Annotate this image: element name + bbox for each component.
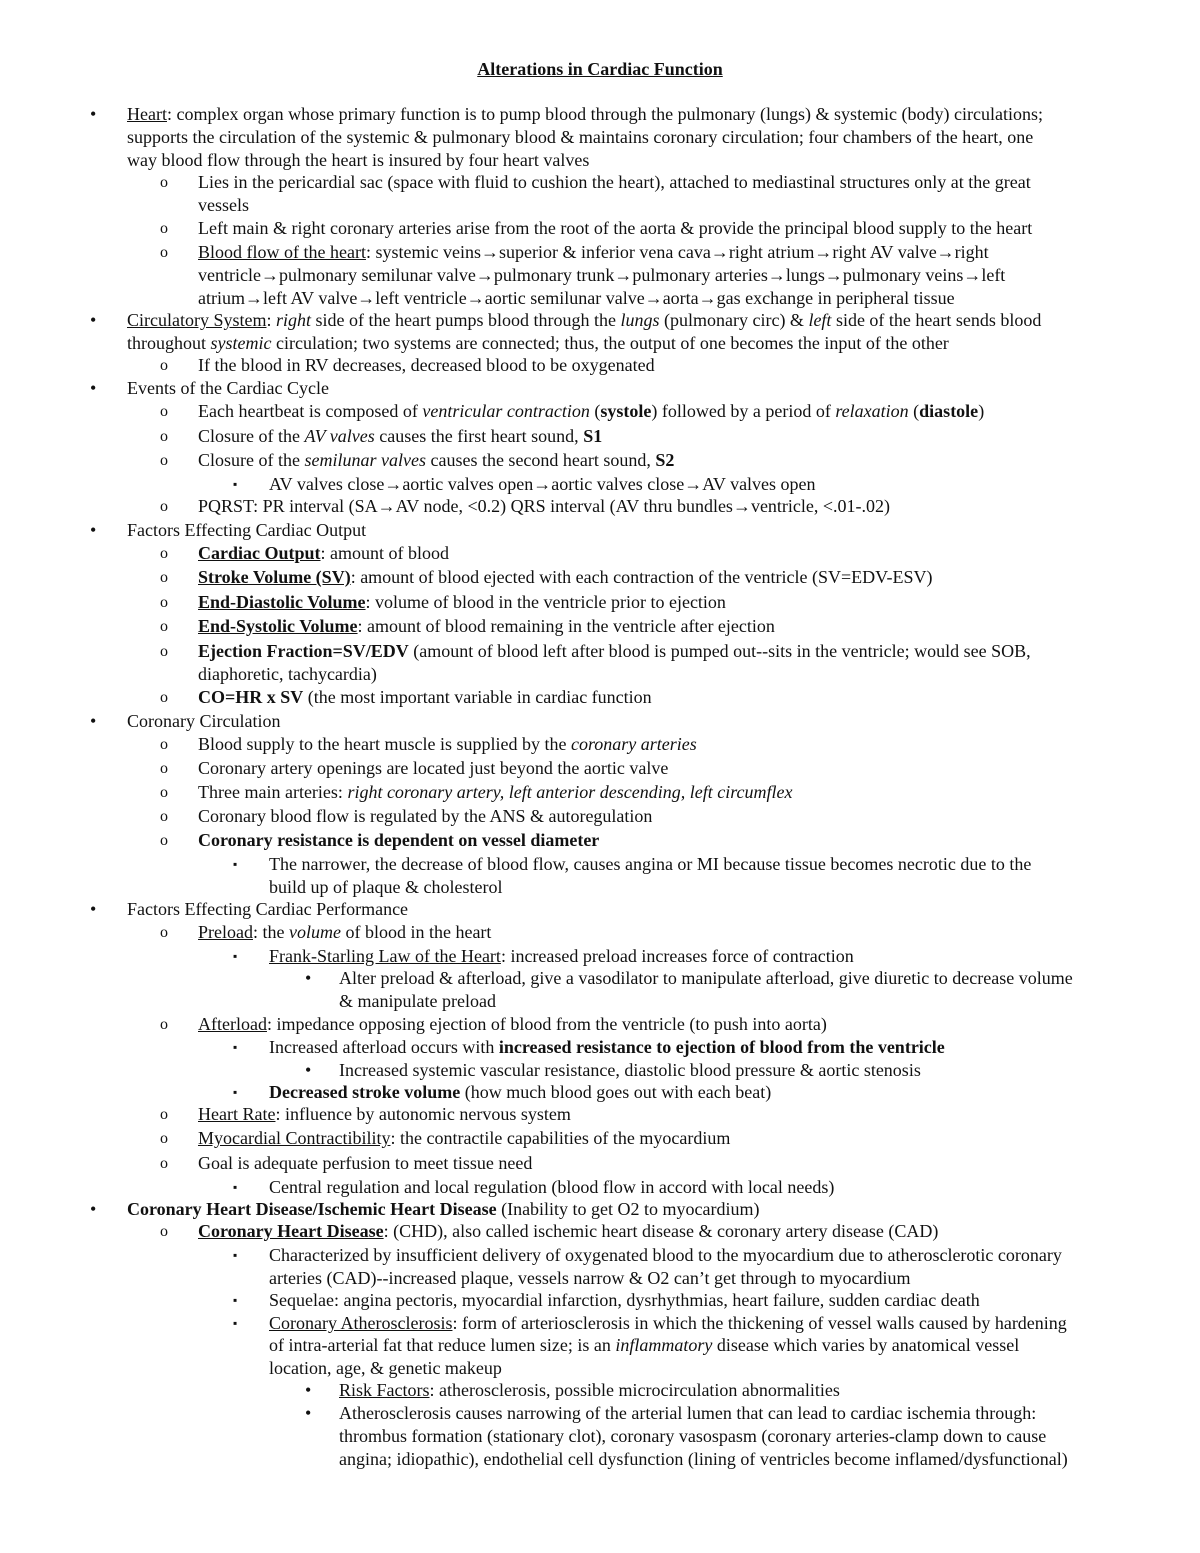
circle-bullet-icon: o (160, 594, 168, 611)
text-run: : complex organ whose primary function is to pump blood through the pulmonary (lungs) & systemic (body) circulations; (166, 104, 1044, 124)
circle-bullet-icon: o (160, 643, 168, 660)
outline-line (127, 1198, 760, 1221)
outline-line (198, 663, 377, 686)
text-run: Coronary artery openings are located just beyond the aortic valve (198, 758, 669, 778)
text-run: Frank-Starling Law of the Heart (269, 946, 501, 966)
text-run: diaphoretic, tachycardia) (198, 664, 377, 684)
text-run: causes the second heart sound, (425, 450, 656, 470)
text-run: Left main & right coronary arteries arise from the root of the aorta & provide the principal blood supply to the heart (198, 218, 1033, 238)
circle-bullet-icon: o (160, 832, 168, 849)
text-run: lungs (620, 310, 660, 330)
text-run: Alter preload & afterload, give a vasodilator to manipulate afterload, give diuretic to decrease volume (339, 968, 1073, 988)
bullet-icon: • (90, 1199, 97, 1219)
text-run: : influence by autonomic nervous system (275, 1104, 571, 1124)
outline-line (269, 1036, 945, 1059)
outline-line (127, 377, 329, 400)
text-run: Closure of the (198, 450, 305, 470)
outline-line (269, 853, 1031, 876)
text-run: angina; idiopathic), endothelial cell dysfunction (lining of ventricles become inflamed/dysfunctional) (339, 1449, 1068, 1469)
bullet-icon: • (305, 1403, 312, 1423)
square-bullet-icon: ▪ (233, 1180, 238, 1194)
text-run: supports the circulation of the systemic & pulmonary blood & maintains coronary circulation; four chambers of the heart, one (127, 127, 1034, 147)
outline-line (127, 309, 1041, 332)
text-run: diastole (919, 401, 979, 421)
outline-line (198, 1013, 827, 1036)
text-run: Preload (198, 922, 253, 942)
text-run: Coronary Atherosclerosis (269, 1313, 453, 1333)
text-run: Central regulation and local regulation (blood flow in accord with local needs) (269, 1177, 835, 1197)
text-run: left (808, 310, 832, 330)
text-run: : the contractile capabilities of the myocardium (390, 1128, 731, 1148)
text-run: : amount of blood remaining in the ventricle after ejection (357, 616, 775, 636)
outline-line (269, 1267, 910, 1290)
outline-line (339, 1059, 921, 1082)
outline-line (269, 1244, 1062, 1267)
outline-line (198, 400, 984, 423)
outline-line (198, 591, 726, 614)
outline-line (198, 171, 1031, 194)
outline-line (198, 542, 449, 565)
outline-line (198, 194, 249, 217)
square-bullet-icon: ▪ (233, 1293, 238, 1307)
outline-line (127, 710, 280, 733)
bullet-icon: • (90, 104, 97, 124)
bullet-icon: • (90, 711, 97, 731)
text-run: Characterized by insufficient delivery of oxygenated blood to the myocardium due to atherosclerotic coronary (269, 1245, 1062, 1265)
text-run: location, age, & genetic makeup (269, 1358, 502, 1378)
circle-bullet-icon: o (160, 498, 168, 515)
outline-line (198, 640, 1031, 663)
outline-line (269, 1334, 1019, 1357)
outline-line (339, 1425, 1046, 1448)
text-run: build up of plaque & cholesterol (269, 877, 503, 897)
text-run: (the most important variable in cardiac function (303, 687, 652, 707)
text-run: : systemic veins→superior & inferior vena cava→right atrium→right AV valve→right (365, 242, 989, 262)
text-run: Coronary resistance is dependent on vessel diameter (198, 830, 600, 850)
text-run: Lies in the pericardial sac (space with fluid to cushion the heart), attached to mediastinal structures only at the great (198, 172, 1031, 192)
outline-line (198, 1152, 532, 1175)
text-run: Coronary Circulation (127, 711, 281, 731)
text-run: End-Systolic Volume (198, 616, 358, 636)
outline-line (198, 1220, 938, 1243)
text-run: Myocardial Contractibility (198, 1128, 391, 1148)
outline-line (339, 967, 1073, 990)
text-run: : (266, 310, 276, 330)
text-run: ( (908, 401, 920, 421)
circle-bullet-icon: o (160, 545, 168, 562)
outline-line (269, 473, 816, 496)
bullet-icon: • (90, 520, 97, 540)
text-run: atrium→left AV valve→left ventricle→aortic semilunar valve→aorta→gas exchange in peripheral tissue (198, 288, 955, 308)
circle-bullet-icon: o (160, 808, 168, 825)
bullet-icon: • (90, 310, 97, 330)
outline-line (269, 1357, 502, 1380)
text-run: S2 (655, 450, 675, 470)
outline-line (198, 1127, 730, 1150)
circle-bullet-icon: o (160, 924, 168, 941)
text-run: side of the heart sends blood (831, 310, 1042, 330)
outline-line (198, 449, 674, 472)
outline-line (198, 495, 890, 518)
outline-line (127, 519, 366, 542)
circle-bullet-icon: o (160, 452, 168, 469)
outline-line (198, 733, 697, 756)
text-run: AV valves close→aortic valves open→aortic valves close→AV valves open (269, 474, 816, 494)
text-run: S1 (583, 426, 603, 446)
text-run: right coronary artery, left anterior descending, left circumflex (347, 782, 793, 802)
text-run: End-Diastolic Volume (198, 592, 366, 612)
text-run: : increased preload increases force of contraction (500, 946, 854, 966)
bullet-icon: • (305, 1380, 312, 1400)
square-bullet-icon: ▪ (233, 477, 238, 491)
outline-line (198, 354, 655, 377)
text-run: Factors Effecting Cardiac Performance (127, 899, 409, 919)
text-run: throughout (127, 333, 211, 353)
text-run: Blood supply to the heart muscle is supplied by the (198, 734, 571, 754)
text-run: : atherosclerosis, possible microcirculation abnormalities (429, 1380, 840, 1400)
text-run: coronary arteries (570, 734, 697, 754)
text-run: Coronary blood flow is regulated by the ANS & autoregulation (198, 806, 653, 826)
circle-bullet-icon: o (160, 1130, 168, 1147)
outline-line (269, 1312, 1067, 1335)
text-run: disease which varies by anatomical vessel (712, 1335, 1020, 1355)
circle-bullet-icon: o (160, 174, 168, 191)
text-run: Events of the Cardiac Cycle (127, 378, 329, 398)
text-run: (amount of blood left after blood is pumped out--sits in the ventricle; would see SOB, (408, 641, 1031, 661)
bullet-icon: • (305, 968, 312, 988)
text-run: systemic (210, 333, 272, 353)
text-run: systole (600, 401, 652, 421)
text-run: : amount of blood (320, 543, 450, 563)
circle-bullet-icon: o (160, 569, 168, 586)
outline-line (127, 898, 408, 921)
circle-bullet-icon: o (160, 689, 168, 706)
text-run: Risk Factors (339, 1380, 430, 1400)
text-run: Atherosclerosis causes narrowing of the arterial lumen that can lead to cardiac ischemia through: (339, 1403, 1037, 1423)
outline-line (198, 566, 933, 589)
text-run: of intra-arterial fat that reduce lumen size; is an (269, 1335, 616, 1355)
outline-line (269, 1289, 980, 1312)
circle-bullet-icon: o (160, 1155, 168, 1172)
text-run: volume (288, 922, 341, 942)
text-run: If the blood in RV decreases, decreased blood to be oxygenated (198, 355, 655, 375)
text-run: (pulmonary circ) & (659, 310, 809, 330)
square-bullet-icon: ▪ (233, 1248, 238, 1262)
outline-line (198, 829, 599, 852)
outline-line (198, 686, 652, 709)
text-run: side of the heart pumps blood through the (311, 310, 621, 330)
outline-line (198, 921, 491, 944)
outline-line (269, 1176, 834, 1199)
circle-bullet-icon: o (160, 428, 168, 445)
text-run: (how much blood goes out with each beat) (460, 1082, 772, 1102)
outline-line (339, 1379, 840, 1402)
bullet-icon: • (305, 1060, 312, 1080)
circle-bullet-icon: o (160, 736, 168, 753)
text-run: (Inability to get O2 to myocardium) (496, 1199, 760, 1219)
text-run: right (276, 310, 312, 330)
text-run: ) followed by a period of (651, 401, 836, 421)
text-run: Closure of the (198, 426, 305, 446)
circle-bullet-icon: o (160, 784, 168, 801)
square-bullet-icon: ▪ (233, 949, 238, 963)
outline-line (198, 781, 793, 804)
outline-line (339, 1448, 1068, 1471)
text-run: Coronary Heart Disease/Ischemic Heart Disease (127, 1199, 497, 1219)
text-run: & manipulate preload (339, 991, 496, 1011)
text-run: AV valves (304, 426, 375, 446)
outline-line (198, 615, 775, 638)
text-run: inflammatory (615, 1335, 713, 1355)
text-run: arteries (CAD)--increased plaque, vessels narrow & O2 can’t get through to myocardium (269, 1268, 911, 1288)
outline-line (339, 990, 496, 1013)
outline-line (339, 1402, 1036, 1425)
text-run: vessels (198, 195, 249, 215)
text-run: semilunar valves (304, 450, 426, 470)
text-run: circulation; two systems are connected; thus, the output of one becomes the input of the other (271, 333, 949, 353)
circle-bullet-icon: o (160, 220, 168, 237)
outline-line (198, 757, 668, 780)
text-run: Blood flow of the heart (198, 242, 366, 262)
page-title: Alterations in Cardiac Function (477, 59, 723, 79)
text-run: ventricle→pulmonary semilunar valve→pulmonary trunk→pulmonary arteries→lungs→pulmonary veins→left (198, 265, 1006, 285)
outline-line (127, 149, 589, 172)
text-run: Goal is adequate perfusion to meet tissue need (198, 1153, 533, 1173)
outline-line (127, 103, 1043, 126)
text-run: Factors Effecting Cardiac Output (127, 520, 367, 540)
text-run: way blood flow through the heart is insured by four heart valves (127, 150, 590, 170)
outline-line (198, 1103, 571, 1126)
text-run: Heart Rate (198, 1104, 276, 1124)
outline-line (198, 217, 1032, 240)
outline-line (127, 332, 949, 355)
square-bullet-icon: ▪ (233, 1085, 238, 1099)
text-run: ventricular contraction (422, 401, 590, 421)
text-run: The narrower, the decrease of blood flow, causes angina or MI because tissue becomes necrotic due to the (269, 854, 1032, 874)
text-run: increased resistance to ejection of blood from the ventricle (498, 1037, 945, 1057)
text-run: Afterload (198, 1014, 267, 1034)
circle-bullet-icon: o (160, 244, 168, 261)
outline-line (198, 805, 652, 828)
text-run: thrombus formation (stationary clot), coronary vasospasm (coronary arteries-clamp down to cause (339, 1426, 1047, 1446)
outline-line (198, 425, 602, 448)
outline-line (198, 264, 1005, 287)
text-run: : volume of blood in the ventricle prior to ejection (365, 592, 726, 612)
circle-bullet-icon: o (160, 618, 168, 635)
outline-line (127, 126, 1033, 149)
text-run: causes the first heart sound, (374, 426, 584, 446)
text-run: : the (252, 922, 289, 942)
text-run: Increased afterload occurs with (269, 1037, 499, 1057)
outline-line (198, 241, 989, 264)
text-run: Ejection Fraction=SV/EDV (198, 641, 409, 661)
outline-line (269, 876, 502, 899)
text-run: : impedance opposing ejection of blood from the ventricle (to push into aorta) (266, 1014, 827, 1034)
outline-line (269, 1081, 771, 1104)
text-run: relaxation (835, 401, 909, 421)
circle-bullet-icon: o (160, 760, 168, 777)
text-run: Coronary Heart Disease (198, 1221, 384, 1241)
text-run: Heart (127, 104, 167, 124)
outline-line (198, 287, 955, 310)
text-run: Increased systemic vascular resistance, diastolic blood pressure & aortic stenosis (339, 1060, 921, 1080)
text-run: Each heartbeat is composed of (198, 401, 423, 421)
circle-bullet-icon: o (160, 403, 168, 420)
text-run: CO=HR x SV (198, 687, 304, 707)
text-run: Stroke Volume (SV) (198, 567, 351, 587)
text-run: : form of arteriosclerosis in which the thickening of vessel walls caused by hardening (452, 1313, 1067, 1333)
text-run: Sequelae: angina pectoris, myocardial infarction, dysrhythmias, heart failure, sudden cardiac death (269, 1290, 980, 1310)
text-run: ) (978, 401, 985, 421)
text-run: ( (589, 401, 601, 421)
circle-bullet-icon: o (160, 1223, 168, 1240)
square-bullet-icon: ▪ (233, 1040, 238, 1054)
circle-bullet-icon: o (160, 1106, 168, 1123)
square-bullet-icon: ▪ (233, 857, 238, 871)
circle-bullet-icon: o (160, 1016, 168, 1033)
text-run: PQRST: PR interval (SA→AV node, <0.2) QRS interval (AV thru bundles→ventricle, <.01-.02) (198, 496, 891, 516)
text-run: Three main arteries: (198, 782, 348, 802)
bullet-icon: • (90, 899, 97, 919)
text-run: : (CHD), also called ischemic heart disease & coronary artery disease (CAD) (383, 1221, 939, 1241)
square-bullet-icon: ▪ (233, 1316, 238, 1330)
text-run: Cardiac Output (198, 543, 321, 563)
text-run: Circulatory System (127, 310, 267, 330)
circle-bullet-icon: o (160, 357, 168, 374)
outline-line (269, 945, 854, 968)
text-run: of blood in the heart (340, 922, 492, 942)
bullet-icon: • (90, 378, 97, 398)
text-run: : amount of blood ejected with each contraction of the ventricle (SV=EDV-ESV) (350, 567, 933, 587)
text-run: Decreased stroke volume (269, 1082, 461, 1102)
